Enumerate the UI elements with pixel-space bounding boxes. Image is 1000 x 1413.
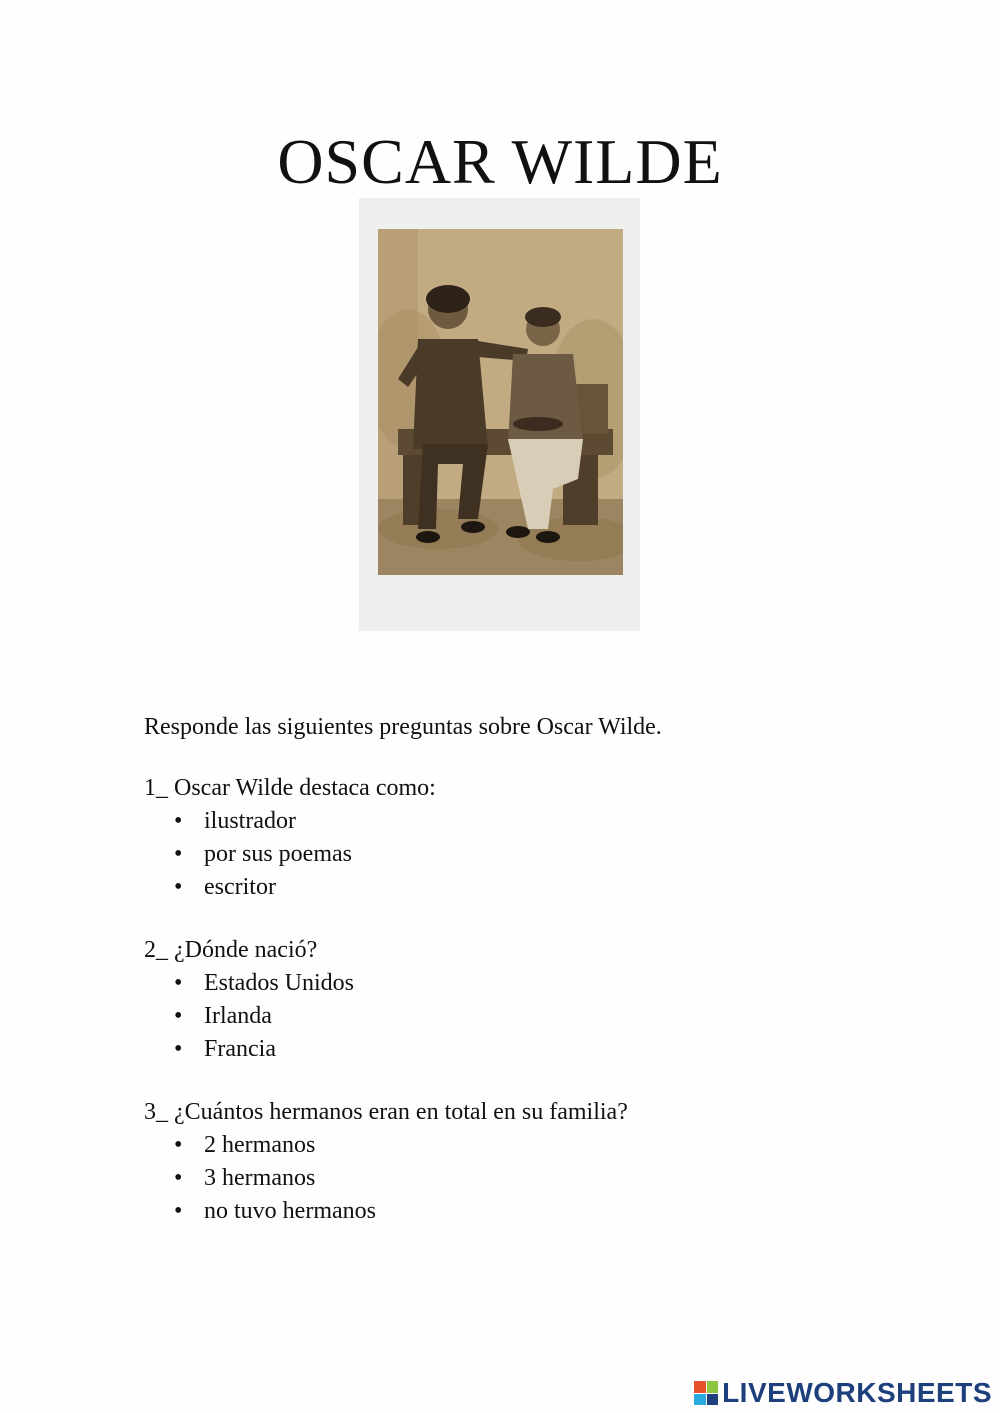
option-item[interactable]: • por sus poemas — [174, 838, 436, 871]
option-item[interactable]: • ilustrador — [174, 805, 436, 838]
option-item[interactable]: • no tuvo hermanos — [174, 1195, 628, 1228]
question-3 — [144, 1096, 628, 1228]
question-label: 1_ Oscar Wilde destaca como: — [144, 775, 436, 801]
option-list — [144, 967, 354, 1066]
question-label: 2_ ¿Dónde nació? — [144, 937, 318, 963]
option-item[interactable]: • Francia — [174, 1033, 354, 1066]
page-title: OSCAR WILDE — [277, 126, 723, 197]
option-item[interactable]: • Irlanda — [174, 1000, 354, 1033]
portrait-photo — [378, 229, 623, 575]
option-list — [144, 1129, 628, 1228]
option-item[interactable]: • 3 hermanos — [174, 1162, 628, 1195]
option-list — [144, 805, 436, 904]
liveworksheets-brand — [694, 1375, 992, 1411]
brand-name: LIVEWORKSHEETS — [722, 1377, 992, 1408]
liveworksheets-logo-icon — [694, 1381, 718, 1405]
option-item[interactable]: • escritor — [174, 871, 436, 904]
instructions: Responde las siguientes preguntas sobre Oscar Wilde. — [144, 714, 662, 740]
question-1 — [144, 772, 436, 904]
question-label: 3_ ¿Cuántos hermanos eran en total en su familia? — [144, 1099, 628, 1125]
option-item[interactable]: • Estados Unidos — [174, 967, 354, 1000]
portrait-photo-icon — [378, 229, 623, 575]
question-2 — [144, 934, 354, 1066]
option-item[interactable]: • 2 hermanos — [174, 1129, 628, 1162]
photo-mount — [359, 198, 640, 631]
